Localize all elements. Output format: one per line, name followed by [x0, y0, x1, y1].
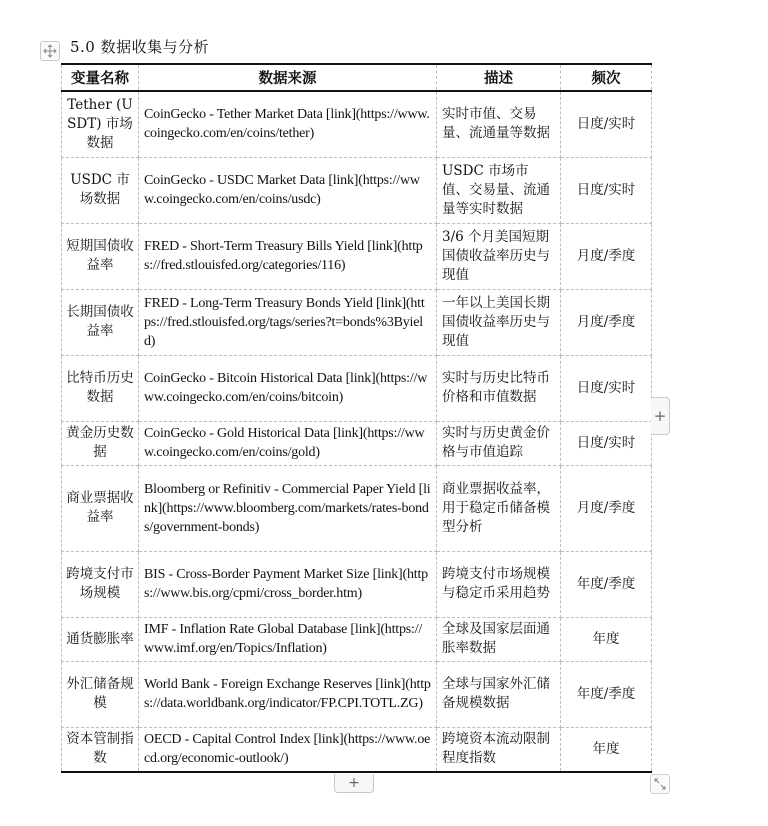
section-title: 5.0 数据收集与分析 [70, 38, 210, 56]
header-source[interactable]: 数据来源 [139, 64, 437, 91]
cell-source[interactable]: CoinGecko - Tether Market Data [link](https://www.coingecko.com/en/coins/tether) [139, 91, 437, 157]
cell-variable[interactable]: 外汇储备规模 [62, 661, 139, 727]
table-row [62, 551, 652, 617]
plus-icon: + [348, 775, 360, 791]
cell-source[interactable]: FRED - Short-Term Treasury Bills Yield [link](https://fred.stlouisfed.org/categories/116) [139, 223, 437, 289]
table-row [62, 727, 652, 772]
cell-variable[interactable]: 短期国债收益率 [62, 223, 139, 289]
cell-variable[interactable]: USDC 市场数据 [62, 157, 139, 223]
cell-source[interactable]: CoinGecko - Bitcoin Historical Data [link](https://www.coingecko.com/en/coins/bitcoin) [139, 355, 437, 421]
table-row [62, 223, 652, 289]
cell-description[interactable]: 实时与历史黄金价格与市值追踪 [437, 421, 561, 465]
cell-frequency[interactable]: 日度/实时 [561, 421, 652, 465]
header-description[interactable]: 描述 [437, 64, 561, 91]
cell-description[interactable]: 一年以上美国长期国债收益率历史与现值 [437, 289, 561, 355]
cell-source[interactable]: CoinGecko - Gold Historical Data [link](https://www.coingecko.com/en/coins/gold) [139, 421, 437, 465]
cell-frequency[interactable]: 年度/季度 [561, 661, 652, 727]
table-row [62, 661, 652, 727]
cell-frequency[interactable]: 年度/季度 [561, 551, 652, 617]
cell-frequency[interactable]: 日度/实时 [561, 355, 652, 421]
cell-description[interactable]: 实时与历史比特币价格和市值数据 [437, 355, 561, 421]
cell-frequency[interactable]: 年度 [561, 617, 652, 661]
cell-description[interactable]: 全球及国家层面通胀率数据 [437, 617, 561, 661]
cell-frequency[interactable]: 月度/季度 [561, 465, 652, 551]
cell-frequency[interactable]: 月度/季度 [561, 223, 652, 289]
cell-variable[interactable]: 比特币历史数据 [62, 355, 139, 421]
cell-variable[interactable]: 通货膨胀率 [62, 617, 139, 661]
move-arrows-icon [43, 44, 57, 58]
cell-description[interactable]: 跨境支付市场规模与稳定币采用趋势 [437, 551, 561, 617]
table-row [62, 465, 652, 551]
add-row-button[interactable] [334, 774, 374, 793]
header-frequency[interactable]: 频次 [561, 64, 652, 91]
cell-variable[interactable]: 黄金历史数据 [62, 421, 139, 465]
cell-source[interactable]: OECD - Capital Control Index [link](https://www.oecd.org/economic-outlook/) [139, 727, 437, 772]
cell-frequency[interactable]: 日度/实时 [561, 91, 652, 157]
cell-variable[interactable]: 商业票据收益率 [62, 465, 139, 551]
table-row [62, 289, 652, 355]
cell-description[interactable]: 实时市值、交易量、流通量等数据 [437, 91, 561, 157]
table-row [62, 157, 652, 223]
cell-description[interactable]: 全球与国家外汇储备规模数据 [437, 661, 561, 727]
table-move-handle[interactable] [40, 41, 60, 61]
cell-frequency[interactable]: 年度 [561, 727, 652, 772]
cell-variable[interactable]: 资本管制指数 [62, 727, 139, 772]
table-row [62, 617, 652, 661]
cell-variable[interactable]: Tether (USDT) 市场数据 [62, 91, 139, 157]
table-row [62, 91, 652, 157]
data-sources-table [61, 63, 652, 773]
table-header-row [62, 64, 652, 91]
cell-description[interactable]: 3/6 个月美国短期国债收益率历史与现值 [437, 223, 561, 289]
cell-frequency[interactable]: 月度/季度 [561, 289, 652, 355]
table-row [62, 355, 652, 421]
table-row [62, 421, 652, 465]
add-column-button[interactable] [651, 397, 670, 435]
cell-description[interactable]: USDC 市场市值、交易量、流通量等实时数据 [437, 157, 561, 223]
cell-source[interactable]: FRED - Long-Term Treasury Bonds Yield [link](https://fred.stlouisfed.org/tags/series?t=bonds%3Byield) [139, 289, 437, 355]
cell-description[interactable]: 商业票据收益率，用于稳定币储备模型分析 [437, 465, 561, 551]
cell-source[interactable]: IMF - Inflation Rate Global Database [link](https://www.imf.org/en/Topics/Inflation) [139, 617, 437, 661]
header-variable[interactable]: 变量名称 [62, 64, 139, 91]
cell-frequency[interactable]: 日度/实时 [561, 157, 652, 223]
cell-description[interactable]: 跨境资本流动限制程度指数 [437, 727, 561, 772]
plus-icon: + [653, 407, 667, 425]
cell-source[interactable]: BIS - Cross-Border Payment Market Size [link](https://www.bis.org/cpmi/cross_border.htm) [139, 551, 437, 617]
cell-source[interactable]: Bloomberg or Refinitiv - Commercial Paper Yield [link](https://www.bloomberg.com/markets/rates-bonds/government-bonds) [139, 465, 437, 551]
cell-variable[interactable]: 跨境支付市场规模 [62, 551, 139, 617]
table-resize-handle[interactable] [650, 774, 670, 794]
cell-source[interactable]: CoinGecko - USDC Market Data [link](https://www.coingecko.com/en/coins/usdc) [139, 157, 437, 223]
cell-variable[interactable]: 长期国债收益率 [62, 289, 139, 355]
cell-source[interactable]: World Bank - Foreign Exchange Reserves [link](https://data.worldbank.org/indicator/FP.CPI.TOTL.ZG) [139, 661, 437, 727]
resize-diagonal-icon [653, 777, 667, 791]
